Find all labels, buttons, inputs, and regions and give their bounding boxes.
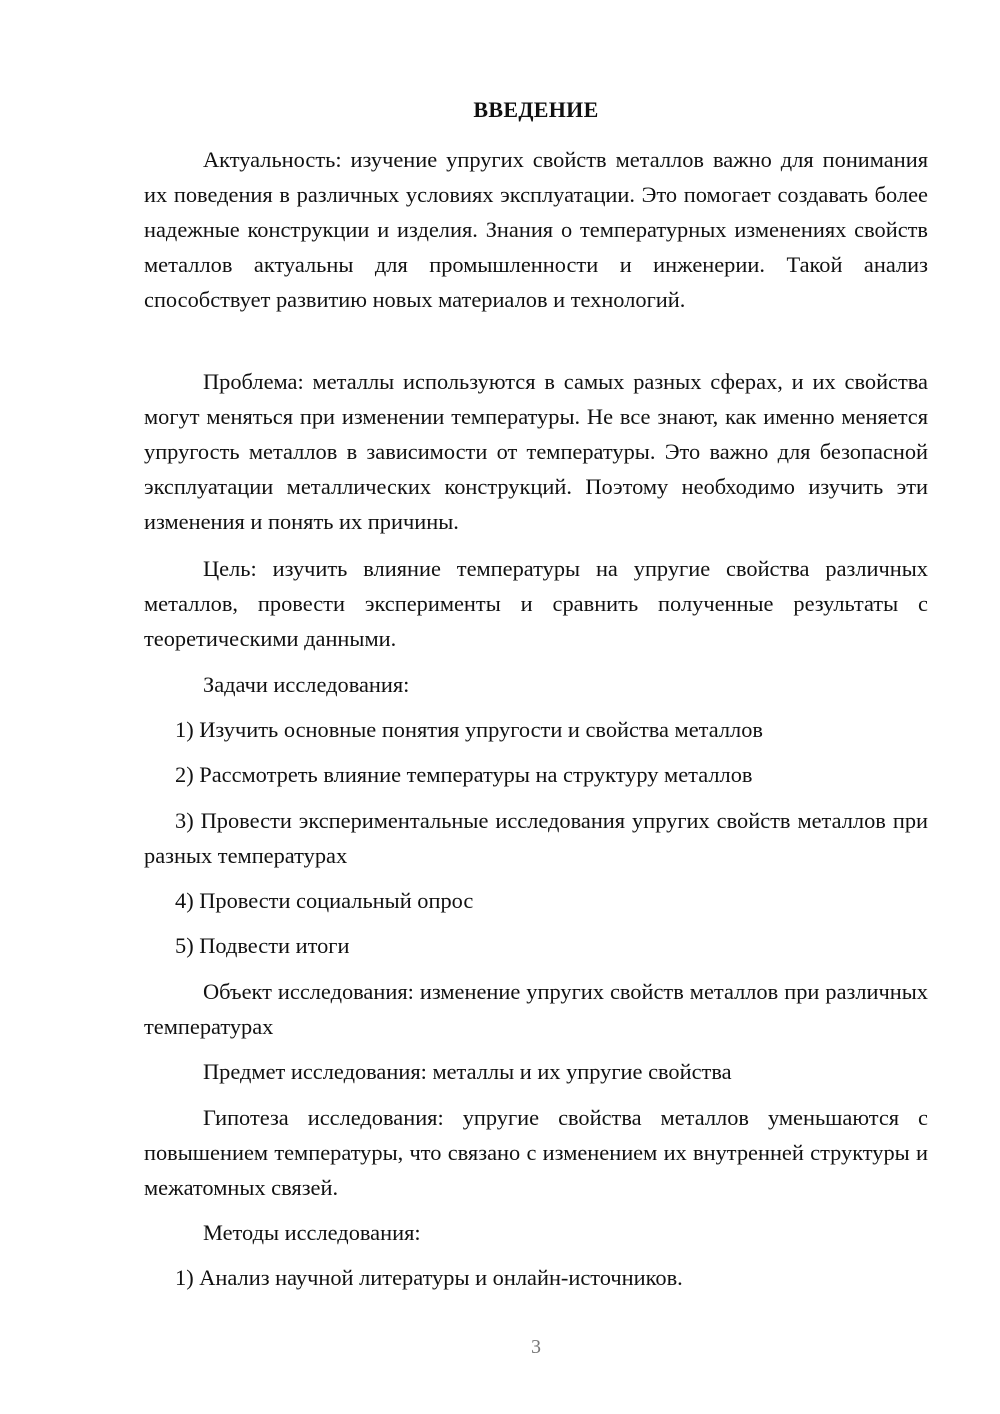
paragraph-problem: Проблема: металлы используются в самых разных сферах, и их свойства могут меняться при изменении температуры. Не все знают, как именно меняется упругость металлов в зависимости от температуры. Это важно для безопасной эксплуатации металлических конструкций. Поэтому необходимо изучить эти изменения и понять их причины.	[144, 369, 928, 534]
page-number: 3	[531, 1336, 541, 1358]
paragraph-goal: Цель: изучить влияние температуры на упругие свойства различных металлов, провести эксперименты и сравнить полученные результаты с теоретическими данными.	[144, 556, 928, 651]
list-item-task-5: 5) Подвести итоги	[175, 933, 350, 958]
paragraph-subject: Предмет исследования: металлы и их упругие свойства	[203, 1059, 732, 1084]
list-item-task-4: 4) Провести социальный опрос	[175, 888, 474, 913]
list-item-task-3: 3) Провести экспериментальные исследования упругих свойств металлов при разных температурах	[144, 808, 928, 868]
section-heading: ВВЕДЕНИЕ	[473, 97, 599, 122]
paragraph-hypothesis: Гипотеза исследования: упругие свойства металлов уменьшаются с повышением температуры, что связано с изменением их внутренней структуры и межатомных связей.	[144, 1105, 928, 1200]
list-item-task-2: 2) Рассмотреть влияние температуры на структуру металлов	[175, 762, 753, 787]
paragraph-relevance: Актуальность: изучение упругих свойств металлов важно для понимания их поведения в различных условиях эксплуатации. Это помогает создавать более надежные конструкции и изделия. Знания о температурных изменениях свойств металлов актуальны для промышленности и инженерии. Такой анализ способствует развитию новых материалов и технологий.	[144, 147, 928, 312]
paragraph-object: Объект исследования: изменение упругих свойств металлов при различных температурах	[144, 979, 928, 1039]
list-item-method-1: 1) Анализ научной литературы и онлайн-источников.	[175, 1265, 683, 1290]
paragraph-tasks-heading: Задачи исследования:	[203, 672, 410, 697]
list-item-task-1: 1) Изучить основные понятия упругости и свойства металлов	[175, 717, 763, 742]
paragraph-methods-heading: Методы исследования:	[203, 1220, 421, 1245]
